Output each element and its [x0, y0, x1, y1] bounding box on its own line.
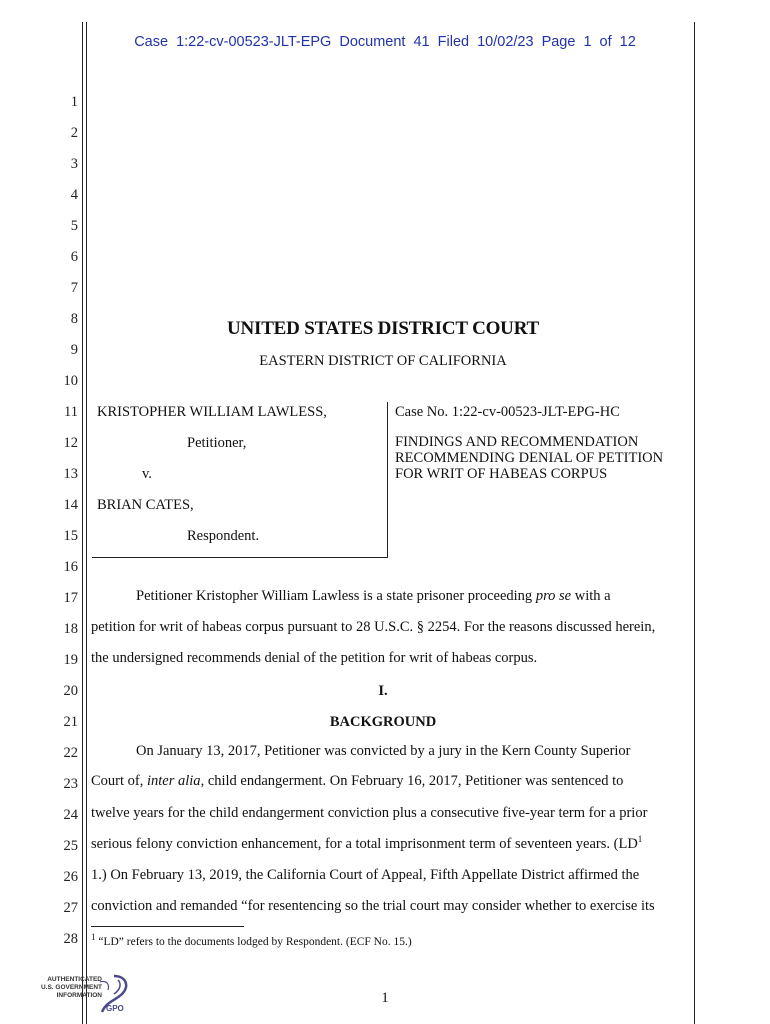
- respondent-role: Respondent.: [187, 528, 260, 544]
- line-number: 6: [70, 249, 78, 265]
- line-number: 23: [63, 776, 78, 792]
- line-number: 14: [63, 497, 78, 513]
- line-number: 1: [70, 94, 78, 110]
- body-line: the undersigned recommends denial of the petition for writ of habeas corpus.: [91, 650, 538, 666]
- line-number: 12: [63, 435, 78, 451]
- line-number: 8: [70, 311, 78, 327]
- court-name: UNITED STATES DISTRICT COURT: [226, 318, 540, 339]
- gpo-logo-text: AUTHENTICATED U.S. GOVERNMENT INFORMATION: [40, 976, 102, 999]
- body-italic-text: pro se: [535, 588, 572, 604]
- line-number: 10: [63, 373, 78, 389]
- line-number: 18: [63, 621, 78, 637]
- petitioner-name: KRISTOPHER WILLIAM LAWLESS,: [97, 404, 327, 420]
- body-text: with a: [571, 588, 611, 604]
- line-number: 27: [63, 900, 78, 916]
- line-number: 22: [63, 745, 78, 761]
- footnote-separator: [91, 926, 244, 927]
- section-heading: BACKGROUND: [329, 714, 437, 730]
- body-line: [91, 836, 642, 853]
- respondent-name: BRIAN CATES,: [97, 497, 194, 513]
- line-number: 21: [63, 714, 78, 730]
- line-number: 24: [63, 807, 78, 823]
- body-line: petition for writ of habeas corpus pursuant to 28 U.S.C. § 2254. For the reasons discussed herein,: [91, 619, 656, 635]
- case-number: Case No. 1:22-cv-00523-JLT-EPG-HC: [395, 404, 620, 420]
- left-margin-rule-2: [86, 22, 87, 1024]
- body-text: , child endangerment. On February 16, 2017, Petitioner was sentenced to: [200, 773, 624, 789]
- document-title-line-1: FINDINGS AND RECOMMENDATION: [395, 434, 639, 450]
- line-number: 20: [63, 683, 78, 699]
- body-line: On January 13, 2017, Petitioner was convicted by a jury in the Kern County Superior: [136, 743, 631, 759]
- line-number: 16: [63, 559, 78, 575]
- page-number: 1: [381, 990, 389, 1006]
- line-number: 17: [63, 590, 78, 606]
- line-number: 15: [63, 528, 78, 544]
- body-line: conviction and remanded “for resentencing so the trial court may consider whether to exercise its: [91, 898, 655, 914]
- body-line: twelve years for the child endangerment conviction plus a consecutive five-year term for a prior: [91, 805, 648, 821]
- caption-divider-bottom: [92, 557, 388, 558]
- section-number: I.: [378, 683, 388, 699]
- line-number: 5: [70, 218, 78, 234]
- line-number: 26: [63, 869, 78, 885]
- footnote-text: “LD” refers to the documents lodged by Respondent. (ECF No. 15.): [95, 936, 412, 948]
- right-margin-rule: [694, 22, 695, 1024]
- line-number: 4: [70, 187, 78, 203]
- line-number: 28: [63, 931, 78, 947]
- left-margin-rule-1: [82, 22, 83, 1024]
- body-text: Court of,: [91, 773, 147, 789]
- body-line: [136, 588, 611, 605]
- line-number: 2: [70, 125, 78, 141]
- footnote-reference: 1: [637, 834, 643, 845]
- body-text: Petitioner Kristopher William Lawless is a state prisoner proceeding: [136, 588, 536, 604]
- case-header-stamp: Case 1:22-cv-00523-JLT-EPG Document 41 Filed 10/02/23 Page 1 of 12: [134, 34, 636, 50]
- footnote: [91, 932, 412, 948]
- body-line: 1.) On February 13, 2019, the California Court of Appeal, Fifth Appellate District affirmed the: [91, 867, 640, 883]
- body-italic-text: inter alia: [146, 773, 201, 789]
- document-title-line-3: FOR WRIT OF HABEAS CORPUS: [395, 466, 608, 482]
- caption-divider-vertical: [387, 402, 388, 558]
- line-number: 13: [63, 466, 78, 482]
- body-line: [91, 773, 623, 790]
- court-district: EASTERN DISTRICT OF CALIFORNIA: [259, 353, 507, 369]
- line-number: 3: [70, 156, 78, 172]
- line-number: 25: [63, 838, 78, 854]
- gpo-mark: GPO: [106, 1004, 124, 1013]
- line-number: 19: [63, 652, 78, 668]
- line-number: 9: [70, 342, 78, 358]
- footnote-marker: 1: [91, 932, 96, 943]
- body-text: serious felony conviction enhancement, for a total imprisonment term of seventeen years. (LD: [91, 836, 638, 852]
- gpo-authentication-logo: [40, 972, 130, 1020]
- line-number: 7: [70, 280, 78, 296]
- line-number: 11: [64, 404, 78, 420]
- versus-label: v.: [142, 466, 152, 482]
- petitioner-role: Petitioner,: [187, 435, 247, 451]
- document-title-line-2: RECOMMENDING DENIAL OF PETITION: [395, 450, 664, 466]
